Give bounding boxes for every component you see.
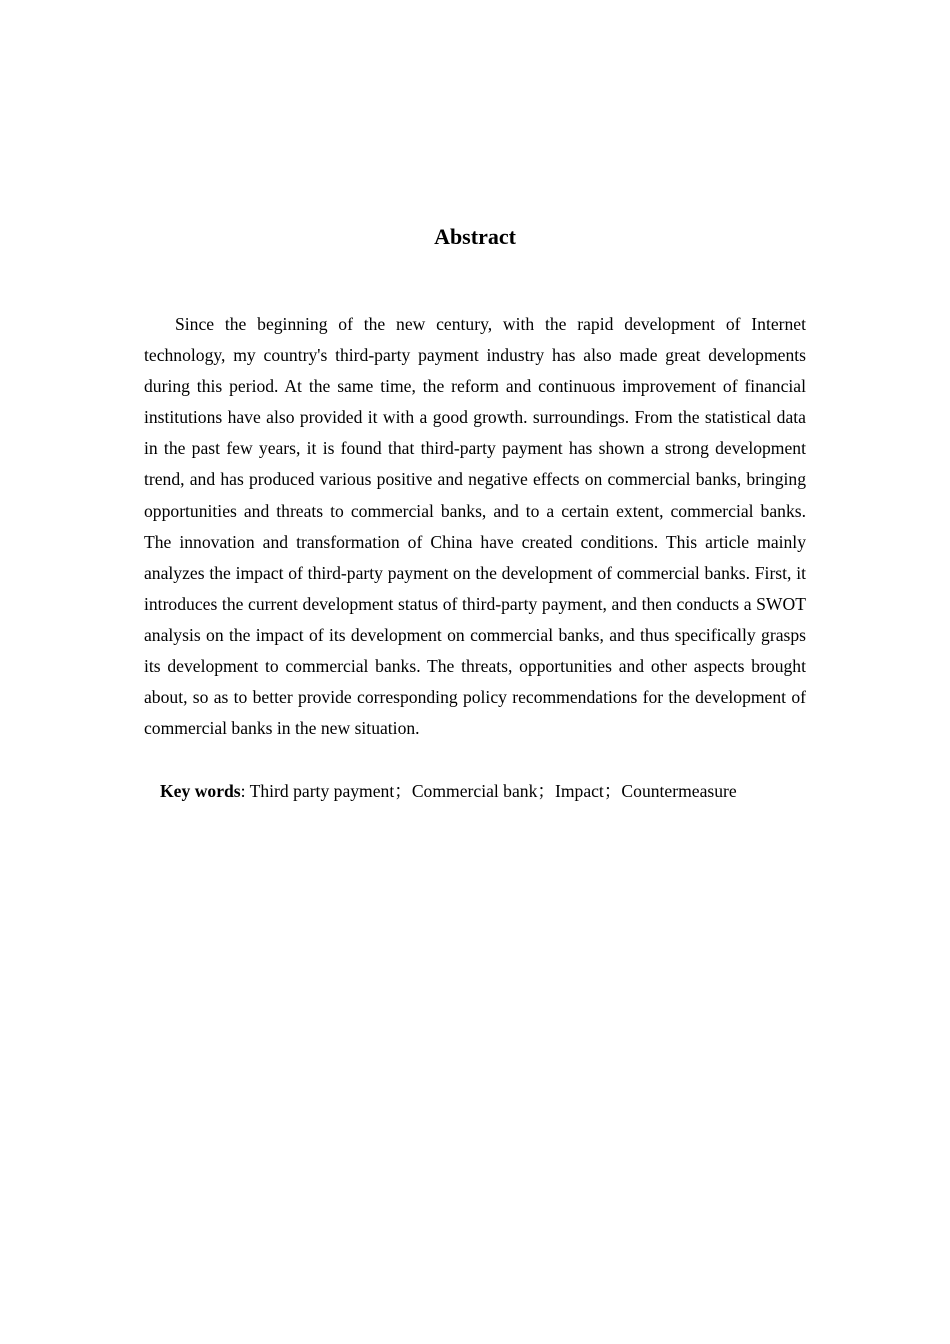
abstract-body: Since the beginning of the new century, with the rapid development of Internet technology, my country's third-party payment industry has also made great developments during this period. At the same time, the reform and continuous improvement of financial institutions have also provided it with a good growth. surroundings. From the statistical data in the past few years, it is found that third-party payment has shown a strong development trend, and has produced various positive and negative effects on commercial banks, bringing opportunities and threats to commercial banks, and to a certain extent, commercial banks. The innovation and transformation of China have created conditions. This article mainly analyzes the impact of third-party payment on the development of commercial banks. First, it introduces the current development status of third-party payment, and then conducts a SWOT analysis on the impact of its development on commercial banks, and thus specifically grasps its development to commercial banks. The threats, opportunities and other aspects brought about, so as to better provide corresponding policy recommendations for the development of commercial banks in the new situation. <box>144 314 806 739</box>
keywords-separator: : <box>240 781 250 801</box>
abstract-title: Abstract <box>434 224 516 249</box>
keywords-label: Key words <box>160 781 241 801</box>
keywords-line <box>160 776 820 807</box>
keywords-text: Third party payment；Commercial bank；Impact；Countermeasure <box>249 781 737 801</box>
